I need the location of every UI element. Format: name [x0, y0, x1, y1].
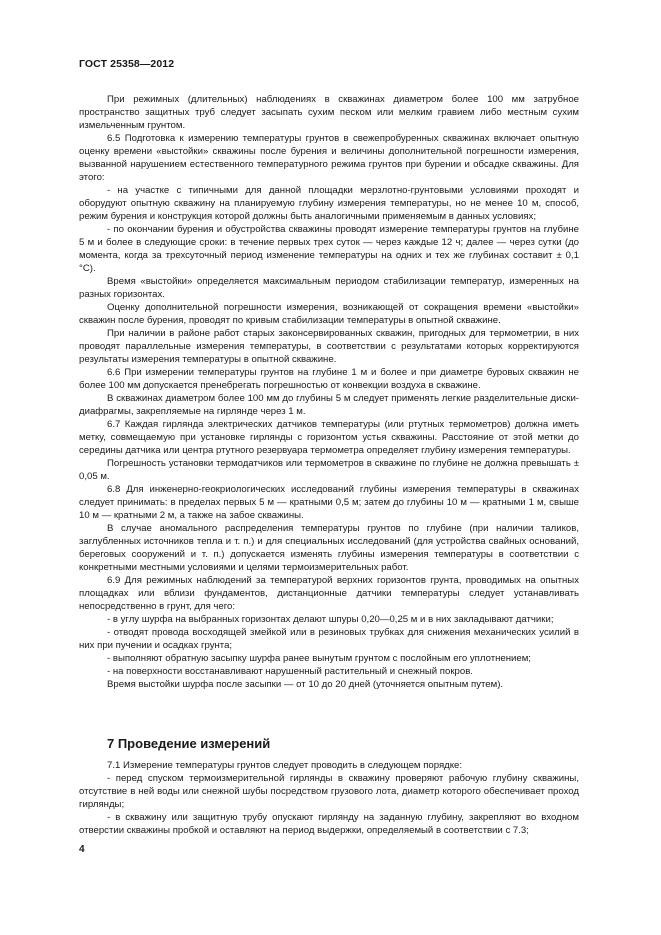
section-7-heading: 7 Проведение измерений: [107, 736, 271, 751]
section-6-body: [79, 93, 579, 691]
paragraph: Время «выстойки» определяется максимальным периодом стабилизации температур, измеренных на разных горизонтах.: [79, 276, 579, 300]
paragraph: 6.9 Для режимных наблюдений за температурой верхних горизонтов грунта, проводимых на опытных площадках или вблизи фундаментов, дистанционные датчики температуры следует устанавливать непосредственно в грунт, для чего:: [79, 575, 579, 612]
list-item: - в скважину или защитную трубу опускают гирлянду на заданную глубину, закрепляют во входном отверстии скважины пробкой и оставляют на период выдержки, определяемый в соответствии с 7.3;: [79, 812, 579, 836]
list-item: - отводят провода восходящей змейкой или в резиновых трубках для снижения механических усилий в них при пучении и осадках грунта;: [79, 627, 579, 651]
paragraph: Время выстойки шурфа после засыпки — от 10 до 20 дней (уточняется опытным путем).: [107, 679, 504, 690]
paragraph: Оценку дополнительной погрешности измерения, возникающей от сокращения времени «выстойки» скважин после бурения, проводят по кривым стабилизации температуры в опытной скважине.: [79, 302, 579, 326]
paragraph: 6.8 Для инженерно-геокриологических исследований глубины измерения температуры в скважинах следует принимать: в пределах первых 5 м — кратными 0,5 м; затем до глубины 10 м — кратными 1 м, свыше 10 м — кратными 2 м, а также на забое скважины.: [79, 484, 579, 521]
list-item: - на поверхности восстанавливают нарушенный растительный и снежный покров.: [107, 666, 473, 677]
list-item: - в углу шурфа на выбранных горизонтах делают шпуры 0,20—0,25 м и в них закладывают датчики;: [107, 614, 554, 625]
paragraph: При режимных (длительных) наблюдениях в скважинах диаметром более 100 мм затрубное пространство защитных труб следует засыпать сухим песком или мелким гравием либо местным сухим измельченным грунтом.: [79, 94, 579, 131]
paragraph: 6.7 Каждая гирлянда электрических датчиков температуры (или ртутных термометров) должна иметь метку, совмещаемую при установке гирлянды с горизонтом устья скважины. Расстояние от этой метки до середины датчика или центра ртутного резервуара термометра определяет глубину измерения температуры.: [79, 419, 579, 456]
paragraph: При наличии в районе работ старых законсервированных скважин, пригодных для термометрии, в них проводят параллельные измерения температуры, в соответствии с результатами которых корректируются результаты измерения температуры в опытной скважине.: [79, 328, 579, 365]
list-item: - выполняют обратную засыпку шурфа ранее вынутым грунтом с послойным его уплотнением;: [107, 653, 531, 664]
paragraph: 6.6 При измерении температуры грунтов на глубине 1 м и более и при диаметре буровых скважин не более 100 мм допускается пренебрегать погрешностью от конвекции воздуха в скважине.: [79, 367, 579, 391]
paragraph: 7.1 Измерение температуры грунтов следует проводить в следующем порядке:: [107, 760, 463, 771]
paragraph: Погрешность установки термодатчиков или термометров в скважине по глубине не должна превышать ± 0,05 м.: [79, 458, 579, 482]
list-item: - по окончании бурения и обустройства скважины проводят измерение температуры грунтов на глубине 5 м и более в следующие сроки: в течение первых трех суток — через каждые 12 ч; далее — через сутки (до момента, когда за трехсуточный период изменение температуры на одних и тех же глубинах составит ± 0,1 °С).: [79, 224, 579, 274]
standard-code-header: ГОСТ 25358—2012: [79, 58, 175, 70]
list-item: - на участке с типичными для данной площадки мерзлотно-грунтовыми условиями проходят и оборудуют опытную скважину на планируемую глубину измерения температуры, но не менее 10 м, способ, режим бурения и конструкция которой должны быть аналогичными применяемым в данных условиях;: [79, 185, 579, 222]
paragraph: В скважинах диаметром более 100 мм до глубины 5 м следует применять легкие разделительные диски-диафрагмы, закрепляемые на гирлянде через 1 м.: [79, 393, 579, 417]
list-item: - перед спуском термоизмерительной гирлянды в скважину проверяют рабочую глубину скважины, отсутствие в ней воды или снежной шубы посредством грузового лота, диаметр которого обеспечивает проход гирлянды;: [79, 773, 579, 810]
page-number: 4: [79, 844, 85, 855]
section-7-body: [79, 759, 579, 837]
paragraph: В случае аномального распределения температуры грунтов по глубине (при наличии таликов, заглубленных источников тепла и т. п.) и для специальных исследований (для устройства свайных оснований, береговых сооружений и т. п.) допускается изменять глубины измерения температуры в соответствии с конкретными местными условиями и целями термоизмерительных работ.: [79, 523, 579, 573]
paragraph: 6.5 Подготовка к измерению температуры грунтов в свежепробуренных скважинах включает опытную оценку времени «выстойки» скважины после бурения и величины дополнительной погрешности измерения, вызванной нарушением естественного температурного режима грунтов при бурении и обсадке скважины. Для этого:: [79, 133, 579, 183]
